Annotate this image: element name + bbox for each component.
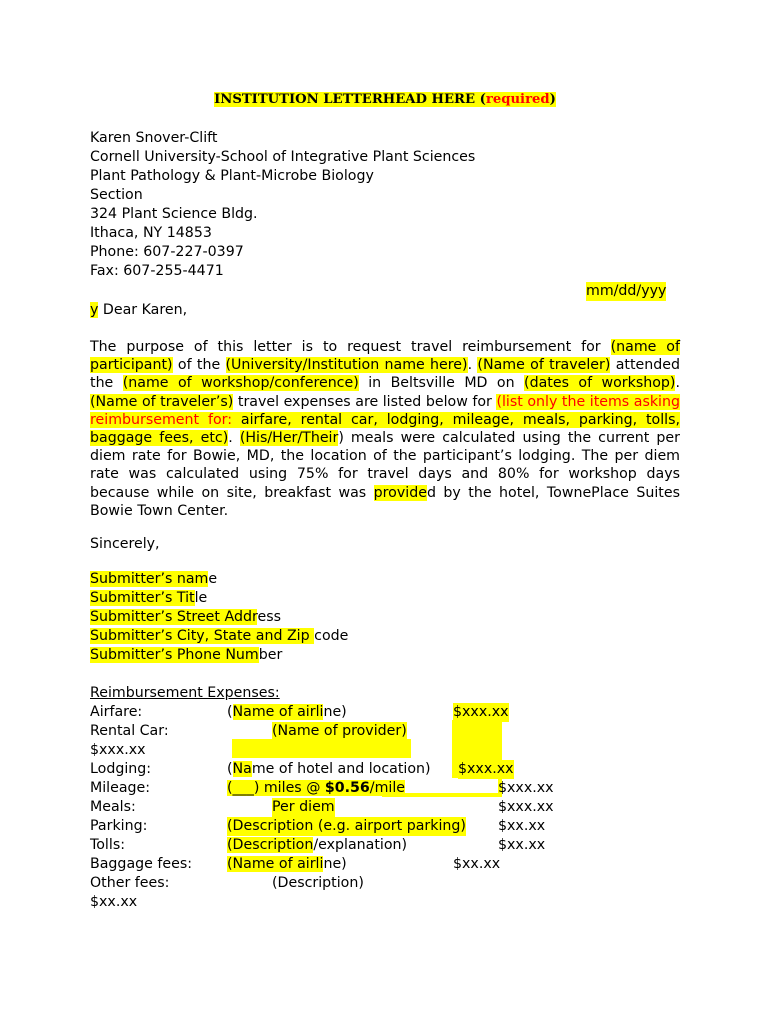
baggage-desc: (Name of airline): [227, 856, 347, 872]
letterhead-main: INSTITUTION LETTERHEAD HERE (: [214, 92, 486, 107]
body-text: ) meals were calculated using the current per diem rate for Bowie, MD, the location of the participant’s lodging. The per diem rate was calculated using 75% for travel days and 80% for workshop days because while on site, breakfast was: [90, 430, 680, 501]
body-text: .: [228, 430, 240, 447]
mileage-amount: $xxx.xx: [498, 780, 554, 796]
body-text: .: [675, 375, 680, 392]
address-line: Fax: 607-255-4471: [90, 263, 224, 279]
participant-placeholder: (name of participant): [90, 339, 680, 374]
other-amount: $xx.xx: [90, 894, 138, 910]
items-list-placeholder: airfare, rental car, lodging, mileage, meals, parking, tolls, baggage fees, etc): [90, 411, 681, 447]
submitter-rest: ess: [257, 609, 281, 625]
closing: Sincerely,: [90, 536, 160, 552]
parking-label: Parking:: [90, 818, 148, 834]
address-line: Plant Pathology & Plant-Microbe Biology: [90, 168, 374, 184]
tolls-amount: $xx.xx: [498, 837, 546, 853]
address-line: Karen Snover-Clift: [90, 130, 218, 146]
other-desc: (Description): [272, 875, 364, 891]
tolls-label: Tolls:: [90, 837, 125, 853]
letterhead-required: required: [485, 92, 550, 107]
traveler-placeholder: (Name of traveler): [477, 357, 611, 374]
workshop-placeholder: (name of workshop/conference): [122, 375, 359, 392]
meals-amount: $xxx.xx: [498, 799, 554, 815]
other-label: Other fees:: [90, 875, 170, 891]
date-placeholder: mm/dd/yyy: [586, 283, 667, 299]
submitter-highlight: Submitter’s Street Addr: [90, 609, 258, 625]
body-text: in Beltsville MD on: [358, 375, 525, 392]
submitter-rest: code: [314, 628, 349, 644]
mileage-label: Mileage:: [90, 780, 151, 796]
salutation-text: Dear Karen,: [98, 302, 188, 318]
highlight-box: [232, 739, 411, 758]
body-text: The purpose of this letter is to request travel reimbursement for: [90, 339, 611, 355]
parking-amount: $xx.xx: [498, 818, 546, 834]
baggage-amount: $xx.xx: [453, 856, 501, 872]
submitter-rest: ber: [258, 647, 283, 663]
submitter-street: [90, 608, 281, 627]
salutation: [90, 301, 187, 320]
submitter-highlight: Submitter’s nam: [90, 571, 209, 587]
expenses-heading: Reimbursement Expenses:: [90, 685, 280, 701]
body-text: of the: [172, 357, 226, 374]
letterhead-close: ): [549, 92, 556, 107]
provided-highlight: provide: [373, 484, 427, 501]
submitter-title: [90, 589, 207, 608]
rental-amount: $xxx.xx: [90, 742, 146, 758]
submitter-highlight: Submitter’s Tit: [90, 590, 195, 606]
submitter-rest: le: [194, 590, 208, 606]
letterhead: [0, 92, 770, 107]
submitter-rest: e: [208, 571, 218, 587]
submitter-highlight: Submitter’s City, State and Zip: [90, 628, 315, 644]
institution-placeholder: (University/Institution name here): [225, 357, 468, 374]
baggage-label: Baggage fees:: [90, 856, 193, 872]
address-line: Section: [90, 187, 143, 203]
tolls-desc: (Description/explanation): [227, 837, 408, 853]
lodging-amount: $xxx.xx: [458, 761, 514, 777]
lodging-desc: (Name of hotel and location): [227, 761, 431, 777]
body-paragraph: [90, 338, 680, 520]
airfare-desc: (Name of airline): [227, 704, 347, 720]
items-instruction: (list only the items asking reimbursement for:: [90, 393, 680, 428]
meals-desc: Per diem: [272, 799, 335, 815]
address-line: 324 Plant Science Bldg.: [90, 206, 258, 222]
submitter-name: [90, 570, 217, 589]
mileage-rate: $0.56: [324, 780, 370, 796]
travelers-placeholder: (Name of traveler’s): [90, 393, 234, 410]
submitter-phone: [90, 646, 282, 665]
date-placeholder-end: y: [90, 302, 99, 318]
pronoun-placeholder: (His/Her/Their: [239, 430, 339, 447]
dates-placeholder: (dates of workshop): [524, 375, 676, 392]
lodging-label: Lodging:: [90, 761, 152, 777]
airfare-label: Airfare:: [90, 704, 143, 720]
address-line: Cornell University-School of Integrative Plant Sciences: [90, 149, 476, 165]
submitter-highlight: Submitter’s Phone Num: [90, 647, 259, 663]
body-text: d by the hotel, TownePlace Suites Bowie Town Center.: [90, 484, 680, 519]
rental-desc: (Name of provider): [272, 723, 407, 739]
airfare-amount: $xxx.xx: [453, 704, 509, 720]
address-line: Ithaca, NY 14853: [90, 225, 212, 241]
mileage-desc: (___) miles @ $0.56/mile: [227, 780, 406, 796]
rental-label: Rental Car:: [90, 723, 169, 739]
body-text: attended the: [90, 357, 680, 392]
body-text: travel expenses are listed below for: [233, 393, 497, 410]
body-text: .: [467, 357, 478, 374]
address-line: Phone: 607-227-0397: [90, 244, 244, 260]
meals-label: Meals:: [90, 799, 136, 815]
submitter-city: [90, 627, 348, 646]
parking-desc: (Description (e.g. airport parking): [227, 818, 466, 834]
